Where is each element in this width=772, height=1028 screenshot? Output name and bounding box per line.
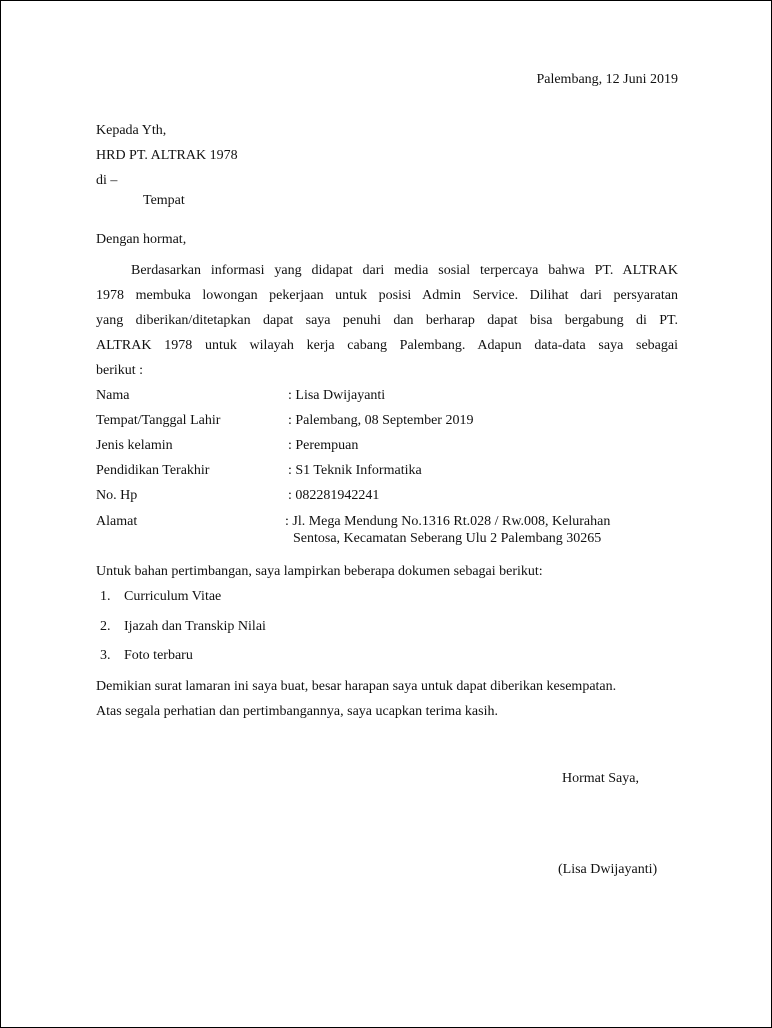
value-ttl: : Palembang, 08 September 2019 bbox=[288, 413, 474, 428]
recipient-greeting: Kepada Yth, bbox=[96, 123, 167, 138]
list-item: Foto terbaru bbox=[124, 648, 193, 663]
closing-line: Atas segala perhatian dan pertimbangannya, saya ucapkan terima kasih. bbox=[96, 704, 498, 719]
value-address-continuation: Sentosa, Kecamatan Seberang Ulu 2 Palembang 30265 bbox=[293, 531, 602, 546]
label-nama: Nama bbox=[96, 388, 130, 403]
paragraph-line: ALTRAK 1978 untuk wilayah kerja cabang Palembang. Adapun data-data saya sebagai bbox=[96, 338, 678, 353]
list-item-number: 1. bbox=[100, 589, 111, 604]
value-education: : S1 Teknik Informatika bbox=[288, 463, 422, 478]
salutation: Dengan hormat, bbox=[96, 232, 187, 247]
label-gender: Jenis kelamin bbox=[96, 438, 173, 453]
paragraph-line: Berdasarkan informasi yang didapat dari media sosial terpercaya bahwa PT. ALTRAK bbox=[131, 263, 678, 278]
value-phone: : 082281942241 bbox=[288, 488, 380, 503]
value-gender: : Perempuan bbox=[288, 438, 359, 453]
paragraph-line: berikut : bbox=[96, 363, 144, 378]
recipient-di: di – bbox=[96, 173, 118, 188]
list-item: Curriculum Vitae bbox=[124, 589, 222, 604]
label-education: Pendidikan Terakhir bbox=[96, 463, 210, 478]
place-date: Palembang, 12 Juni 2019 bbox=[536, 72, 678, 87]
label-phone: No. Hp bbox=[96, 488, 138, 503]
value-nama: : Lisa Dwijayanti bbox=[288, 388, 386, 403]
label-address: Alamat bbox=[96, 514, 138, 529]
list-item-number: 2. bbox=[100, 619, 111, 634]
signer-name: (Lisa Dwijayanti) bbox=[558, 862, 658, 877]
recipient-place: Tempat bbox=[143, 193, 185, 208]
closing-line: Demikian surat lamaran ini saya buat, besar harapan saya untuk dapat diberikan kesempatan. bbox=[96, 679, 617, 694]
recipient-company: HRD PT. ALTRAK 1978 bbox=[96, 148, 238, 163]
label-ttl: Tempat/Tanggal Lahir bbox=[96, 413, 221, 428]
paragraph-line: 1978 membuka lowongan pekerjaan untuk posisi Admin Service. Dilihat dari persyaratan bbox=[96, 288, 678, 303]
list-item-number: 3. bbox=[100, 648, 111, 663]
list-item: Ijazah dan Transkip Nilai bbox=[124, 619, 266, 634]
attachments-intro: Untuk bahan pertimbangan, saya lampirkan beberapa dokumen sebagai berikut: bbox=[96, 564, 543, 579]
value-address: : Jl. Mega Mendung No.1316 Rt.028 / Rw.008, Kelurahan bbox=[285, 514, 611, 529]
regards: Hormat Saya, bbox=[562, 771, 639, 786]
paragraph-line: yang diberikan/ditetapkan dapat saya penuhi dan berharap dapat bisa bergabung di PT. bbox=[96, 313, 678, 328]
body-paragraph bbox=[96, 258, 678, 383]
